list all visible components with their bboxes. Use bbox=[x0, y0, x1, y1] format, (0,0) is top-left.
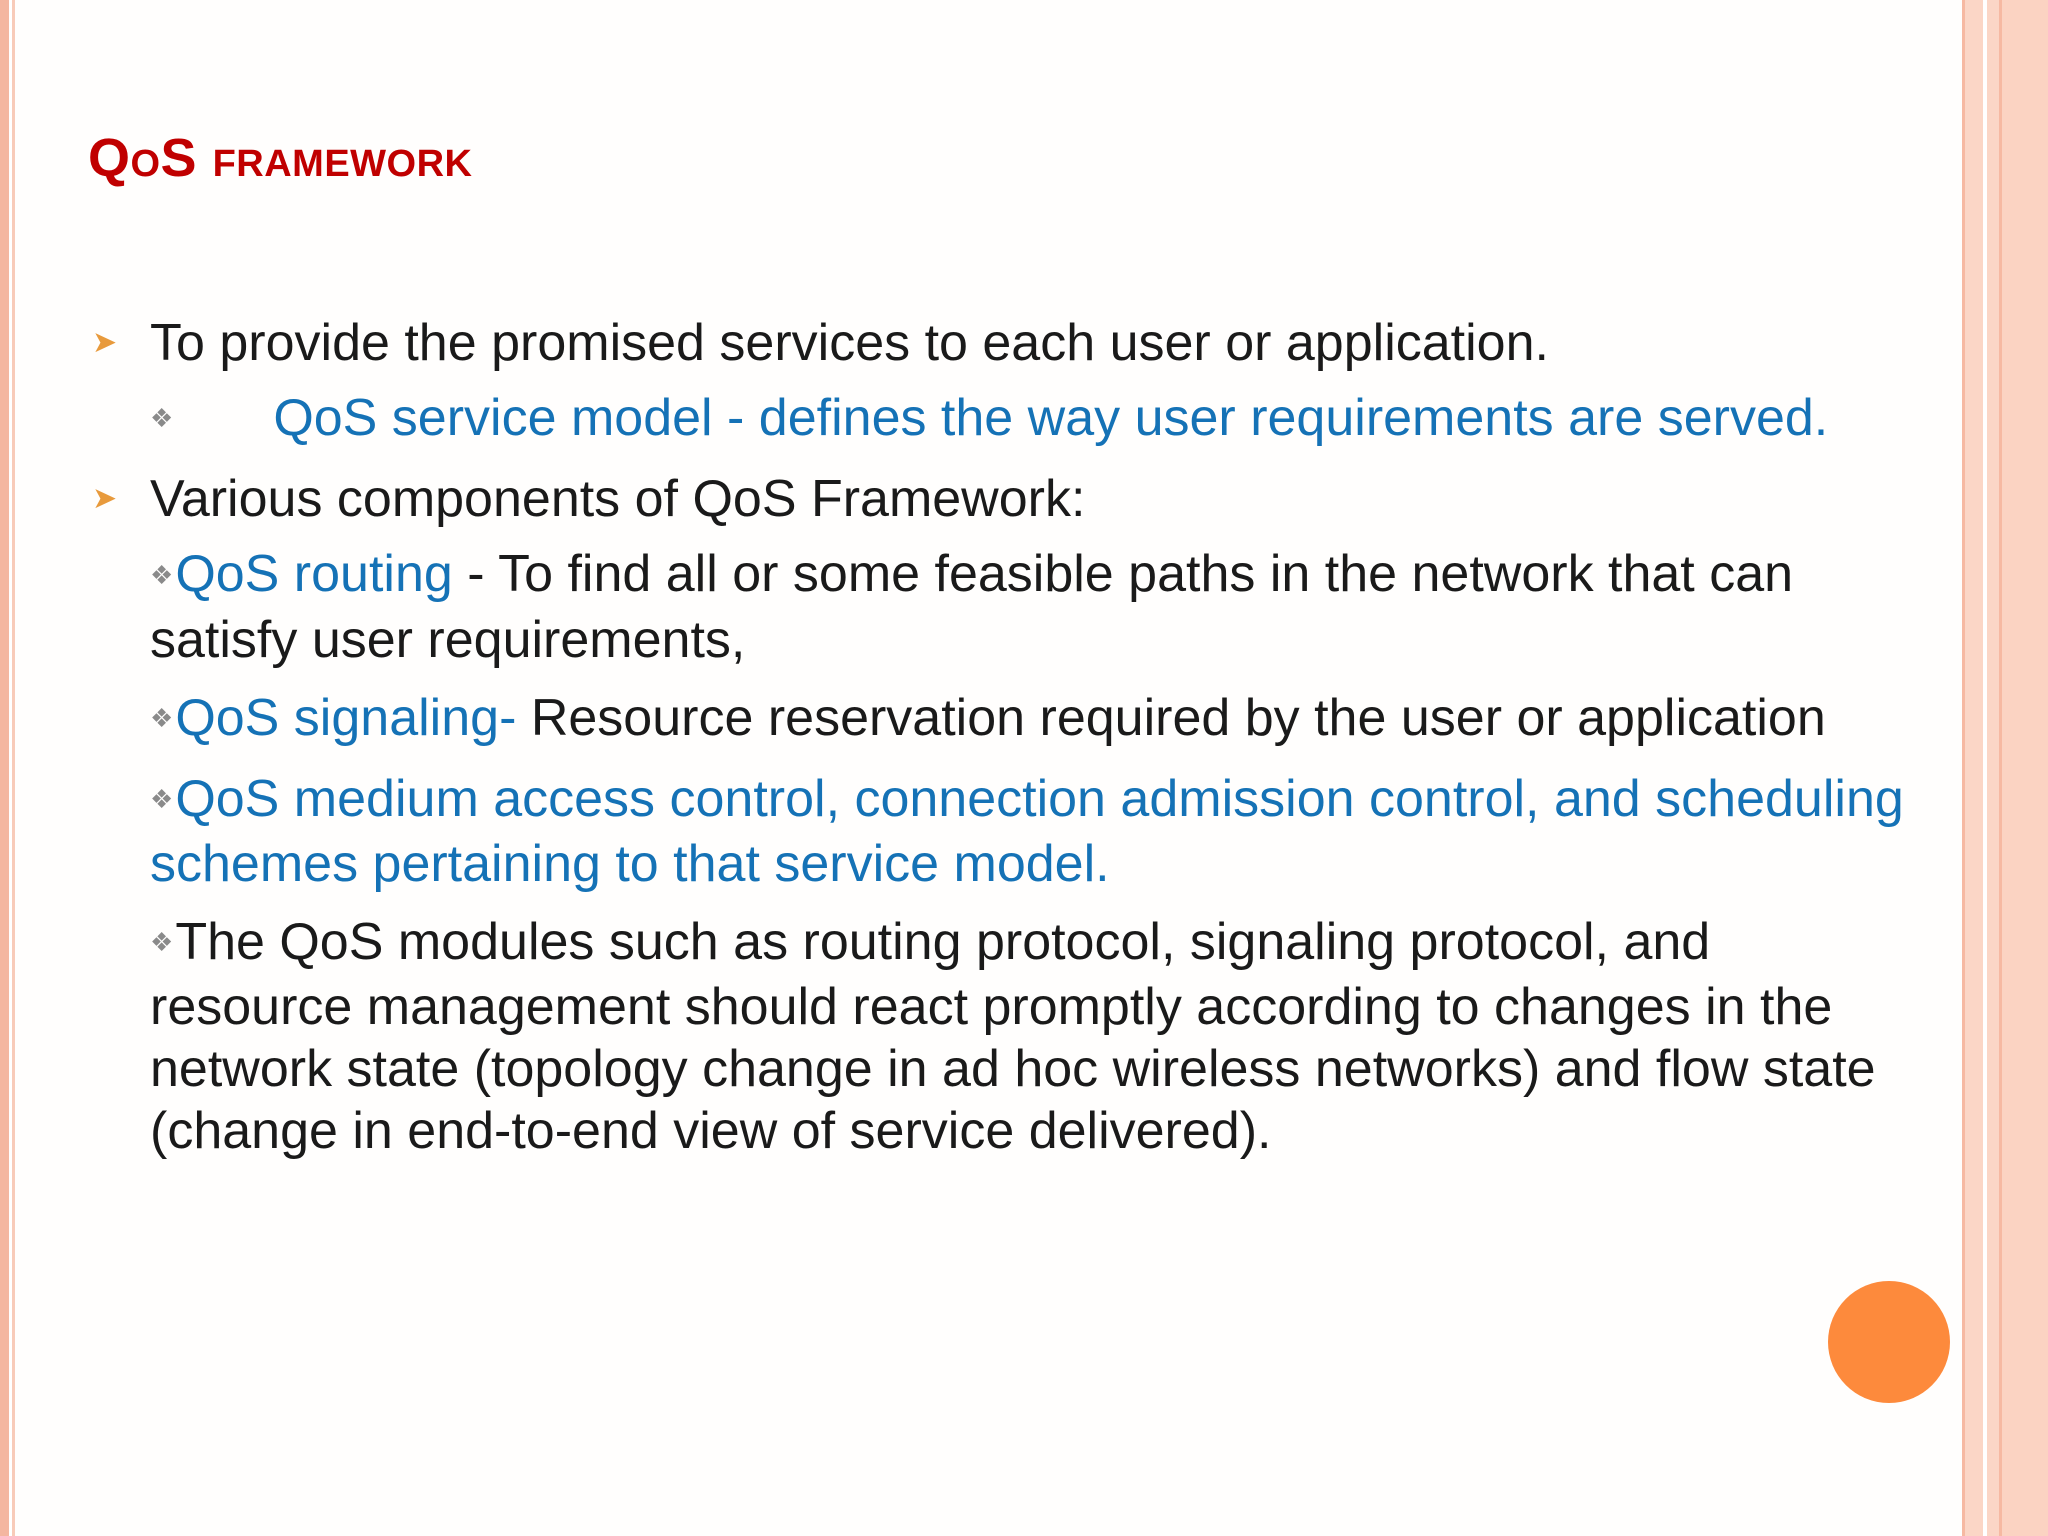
orange-circle-decoration bbox=[1828, 1281, 1950, 1403]
bullet-level2 bbox=[150, 387, 1908, 452]
slide-body bbox=[88, 312, 1908, 1178]
left-border-stripe bbox=[0, 0, 9, 1536]
four-diamond-bullet-icon: ❖ bbox=[150, 559, 174, 590]
bullet-level2 bbox=[150, 911, 1908, 1162]
four-diamond-bullet-icon: ❖ bbox=[150, 784, 174, 815]
bullet-text: Various components of QoS Framework: bbox=[150, 470, 1086, 529]
sub-bullet-highlight: QoS service model - defines the way user requirements are served. bbox=[273, 389, 1829, 447]
right-border-band bbox=[1965, 0, 1983, 1536]
arrowhead-bullet-icon: ➤ bbox=[92, 326, 118, 359]
sub-bullet-text: The QoS modules such as routing protocol, signaling protocol, and resource management should react promptly according to changes in the network state (topology change in ad hoc wireless networks) and flow state (change in end-to-end view of service delivered). bbox=[150, 913, 1876, 1161]
bullet-level2 bbox=[150, 768, 1908, 895]
sub-bullet-text: Resource reservation required by the user or application bbox=[516, 688, 1826, 747]
bullet-level2 bbox=[150, 543, 1908, 670]
four-diamond-bullet-icon: ❖ bbox=[150, 403, 174, 434]
four-diamond-bullet-icon: ❖ bbox=[150, 927, 174, 958]
bullet-level1 bbox=[88, 468, 1908, 530]
sub-bullet-text: - To find all or some feasible paths in the network that can satisfy user requirements, bbox=[150, 545, 1794, 669]
slide-title: QoS framework bbox=[88, 128, 473, 188]
bullet-level1 bbox=[88, 312, 1908, 374]
sub-bullet-highlight: QoS routing bbox=[175, 545, 453, 604]
arrowhead-bullet-icon: ➤ bbox=[92, 482, 118, 516]
sub-bullet-highlight: QoS signaling- bbox=[175, 688, 517, 747]
right-border-band bbox=[1987, 0, 1999, 1536]
four-diamond-bullet-icon: ❖ bbox=[150, 702, 174, 733]
sub-bullet-highlight: QoS medium access control, connection admission control, and scheduling schemes pertaining to that service model. bbox=[150, 769, 1904, 894]
right-border-band bbox=[2002, 0, 2048, 1536]
bullet-text: To provide the promised services to each user or application. bbox=[150, 314, 1549, 372]
bullet-level2 bbox=[150, 687, 1908, 752]
